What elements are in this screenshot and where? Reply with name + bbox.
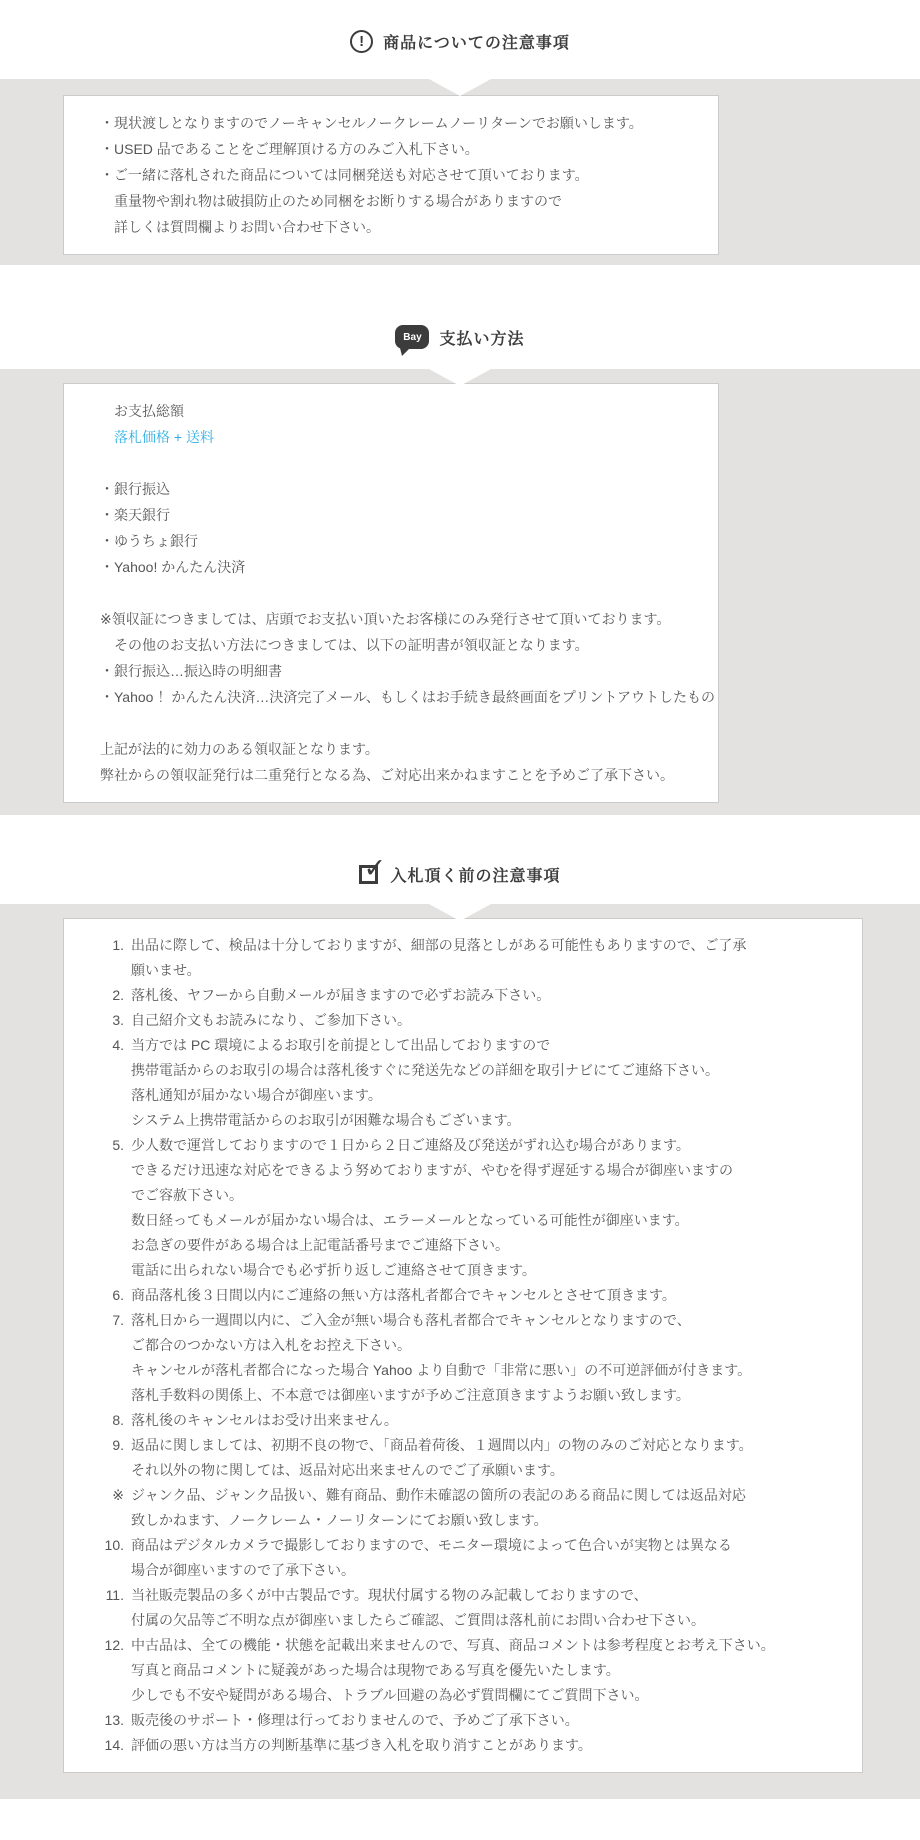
item-number: 12. bbox=[104, 1637, 124, 1653]
payment-total-label: お支払総額 bbox=[114, 403, 184, 419]
note-line: ・現状渡しとなりますのでノーキャンセルノークレームノーリターンでお願いします。 bbox=[100, 115, 643, 131]
bay-speech-bubble-icon bbox=[395, 325, 429, 349]
payment-box bbox=[63, 383, 719, 803]
item-line: 数日経ってもメールが届かない場合は、エラーメールとなっている可能性が御座います。 bbox=[131, 1212, 689, 1228]
item-number: 1. bbox=[112, 937, 124, 953]
item-line: 出品に際して、検品は十分しておりますが、細部の見落としがある可能性もありますので、ご了承 bbox=[131, 937, 747, 953]
item-line: 致しかねます、ノークレーム・ノーリターンにてお願い致します。 bbox=[131, 1512, 548, 1528]
band-notch bbox=[429, 904, 491, 921]
item-line: 商品はデジタルカメラで撮影しておりますので、モニター環境によって色合いが実物とは異なる bbox=[131, 1537, 732, 1553]
spacer bbox=[100, 450, 682, 476]
product-notes-box bbox=[63, 95, 719, 255]
bidding-notes-box bbox=[63, 918, 863, 1773]
payment-method: ・Yahoo! かんたん決済 bbox=[100, 559, 246, 575]
item-line: 評価の悪い方は当方の判断基準に基づき入札を取り消すことがあります。 bbox=[131, 1737, 592, 1753]
note-line: ・USED 品であることをご理解頂ける方のみご入札下さい。 bbox=[100, 141, 479, 157]
receipt-note-line: その他のお支払い方法につきましては、以下の証明書が領収証となります。 bbox=[114, 637, 589, 653]
payment-method: ・楽天銀行 bbox=[100, 507, 170, 523]
item-line: でご容赦下さい。 bbox=[131, 1187, 243, 1203]
list-item bbox=[94, 1583, 832, 1633]
exclamation-glyph: ! bbox=[359, 33, 365, 50]
product-notes-band bbox=[0, 79, 920, 265]
list-item bbox=[94, 983, 832, 1008]
item-number: 9. bbox=[112, 1437, 124, 1453]
item-number: 2. bbox=[112, 987, 124, 1003]
receipt-note-line: ・Yahoo ！かんたん決済…決済完了メール、もしくはお手続き最終画面をプリントアウトしたもの bbox=[100, 689, 715, 705]
item-line: 携帯電話からのお取引の場合は落札後すぐに発送先などの詳細を取引ナビにてご連絡下さい。 bbox=[131, 1062, 719, 1078]
bay-label: Bay bbox=[403, 331, 422, 343]
item-line: 落札後、ヤフーから自動メールが届きますので必ずお読み下さい。 bbox=[131, 987, 551, 1003]
list-item bbox=[94, 1433, 832, 1483]
list-item bbox=[94, 1133, 832, 1283]
item-line: キャンセルが落札者都合になった場合 Yahoo より自動で「非常に悪い」の不可逆評価が付きます。 bbox=[131, 1362, 752, 1378]
item-number: 6. bbox=[112, 1287, 124, 1303]
item-line: できるだけ迅速な対応をできるよう努めておりますが、やむを得ず遅延する場合が御座いますの bbox=[131, 1162, 733, 1178]
item-line: 落札後のキャンセルはお受け出来ません。 bbox=[131, 1412, 398, 1428]
item-line: 少しでも不安や疑問がある場合、トラブル回避の為必ず質問欄にてご質問下さい。 bbox=[131, 1687, 649, 1703]
list-item bbox=[94, 933, 832, 983]
section-header-bidding-notes bbox=[0, 815, 920, 904]
spacer bbox=[100, 580, 682, 606]
item-line: 付属の欠品等ご不明な点が御座いましたらご確認、ご質問は落札前にお問い合わせ下さい。 bbox=[131, 1612, 705, 1628]
item-line: 当社販売製品の多くが中古製品です。現状付属する物のみ記載しておりますので、 bbox=[131, 1587, 648, 1603]
list-item bbox=[94, 1633, 832, 1708]
section-header-product-notes bbox=[0, 0, 920, 79]
item-number: 10. bbox=[104, 1537, 124, 1553]
item-number: 7. bbox=[112, 1312, 124, 1328]
item-number: 13. bbox=[104, 1712, 124, 1728]
item-line: 商品落札後３日間以内にご連絡の無い方は落札者都合でキャンセルとさせて頂きます。 bbox=[131, 1287, 676, 1303]
item-line: 落札通知が届かない場合が御座います。 bbox=[131, 1087, 382, 1103]
section-title-product-notes: 商品についての注意事項 bbox=[383, 35, 570, 52]
checkbox-icon bbox=[359, 853, 387, 884]
list-item bbox=[94, 1733, 832, 1758]
item-line: 当方では PC 環境によるお取引を前提として出品しておりますので bbox=[131, 1037, 551, 1053]
item-line: 落札手数料の関係上、不本意では御座いますが予めご注意頂きますようお願い致します。 bbox=[131, 1387, 690, 1403]
list-item bbox=[94, 1308, 832, 1408]
item-line: 場合が御座いますので了承下さい。 bbox=[131, 1562, 355, 1578]
list-item bbox=[94, 1033, 832, 1133]
item-number: 4. bbox=[112, 1037, 124, 1053]
receipt-note-line: ・銀行振込…振込時の明細書 bbox=[100, 663, 282, 679]
item-number: 14. bbox=[104, 1737, 124, 1753]
item-number: 8. bbox=[112, 1412, 124, 1428]
item-line: システム上携帯電話からのお取引が困難な場合もございます。 bbox=[131, 1112, 521, 1128]
item-line: 中古品は、全ての機能・状態を記載出来ませんので、写真、商品コメントは参考程度とお考え下さい。 bbox=[131, 1637, 775, 1653]
payment-method: ・ゆうちょ銀行 bbox=[100, 533, 198, 549]
item-line: 自己紹介文もお読みになり、ご参加下さい。 bbox=[131, 1012, 411, 1028]
list-item bbox=[94, 1533, 832, 1583]
item-line: 電話に出られない場合でも必ず折り返しご連絡させて頂きます。 bbox=[131, 1262, 536, 1278]
section-header-payment bbox=[0, 265, 920, 369]
payment-total-value: 落札価格 + 送料 bbox=[114, 429, 214, 445]
receipt-footer-line: 弊社からの領収証発行は二重発行となる為、ご対応出来かねますことを予めご了承下さい。 bbox=[100, 767, 674, 783]
receipt-footer-line: 上記が法的に効力のある領収証となります。 bbox=[100, 741, 379, 757]
item-line: お急ぎの要件がある場合は上記電話番号までご連絡下さい。 bbox=[131, 1237, 509, 1253]
item-number: 11. bbox=[105, 1587, 124, 1603]
section-title-bidding-notes: 入札頂く前の注意事項 bbox=[390, 868, 561, 885]
spacer bbox=[100, 710, 682, 736]
band-notch bbox=[429, 369, 491, 386]
note-line: 詳しくは質問欄よりお問い合わせ下さい。 bbox=[114, 219, 380, 235]
payment-band bbox=[0, 369, 920, 815]
item-number: ※ bbox=[112, 1487, 124, 1503]
list-item bbox=[94, 1708, 832, 1733]
receipt-note-line: ※領収証につきましては、店頭でお支払い頂いたお客様にのみ発行させて頂いております。 bbox=[100, 611, 671, 627]
exclamation-circle-icon bbox=[350, 30, 373, 53]
list-item-note bbox=[94, 1483, 832, 1533]
section-title-payment: 支払い方法 bbox=[439, 330, 525, 348]
item-line: 販売後のサポート・修理は行っておりませんので、予めご了承下さい。 bbox=[131, 1712, 579, 1728]
band-notch bbox=[429, 79, 491, 96]
bidding-notes-band bbox=[0, 904, 920, 1799]
item-number: 5. bbox=[112, 1137, 124, 1153]
list-item bbox=[94, 1408, 832, 1433]
payment-method: ・銀行振込 bbox=[100, 481, 170, 497]
item-line: 返品に関しましては、初期不良の物で、「商品着荷後、１週間以内」の物のみのご対応となります。 bbox=[131, 1437, 753, 1453]
item-line: ジャンク品、ジャンク品扱い、難有商品、動作未確認の箇所の表記のある商品に関しては返品対応 bbox=[131, 1487, 746, 1503]
item-line: 写真と商品コメントに疑義があった場合は現物である写真を優先いたします。 bbox=[131, 1662, 620, 1678]
check-mark-glyph: ✓ bbox=[363, 853, 387, 883]
list-item bbox=[94, 1283, 832, 1308]
item-line: それ以外の物に関しては、返品対応出来ませんのでご了承願います。 bbox=[131, 1462, 564, 1478]
list-item bbox=[94, 1008, 832, 1033]
item-line: ご都合のつかない方は入札をお控え下さい。 bbox=[131, 1337, 411, 1353]
item-line: 願いませ。 bbox=[131, 962, 201, 978]
item-number: 3. bbox=[112, 1012, 124, 1028]
item-line: 少人数で運営しておりますので１日から２日ご連絡及び発送がずれ込む場合があります。 bbox=[131, 1137, 690, 1153]
note-line: ・ご一緒に落札された商品については同梱発送も対応させて頂いております。 bbox=[100, 167, 589, 183]
note-line: 重量物や割れ物は破損防止のため同梱をお断りする場合がありますので bbox=[114, 193, 562, 209]
item-line: 落札日から一週間以内に、ご入金が無い場合も落札者都合でキャンセルとなりますので、 bbox=[131, 1312, 691, 1328]
